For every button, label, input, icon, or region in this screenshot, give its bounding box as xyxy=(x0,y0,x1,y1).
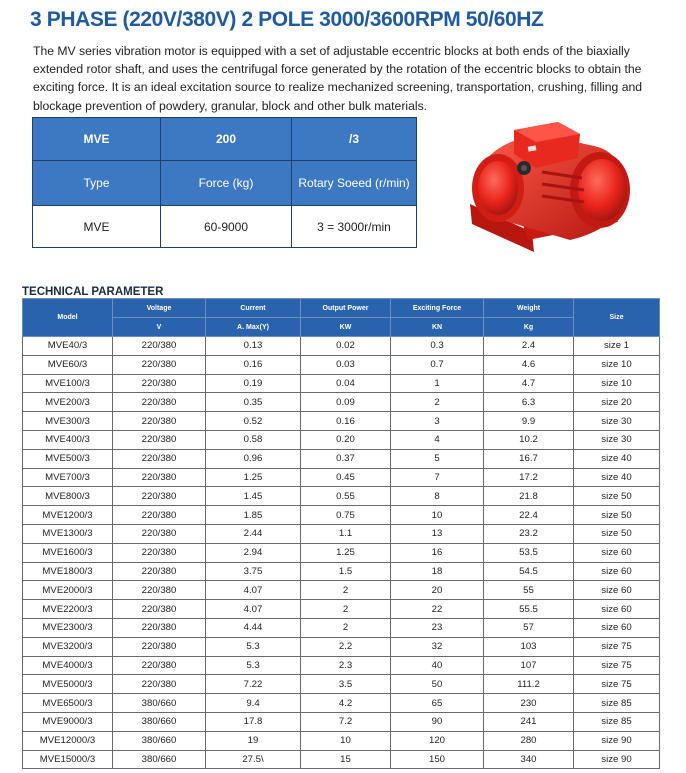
cell-output-power: 2.2 xyxy=(301,637,391,656)
model-code-cell: MVE xyxy=(33,118,161,161)
model-code-cell: Type xyxy=(33,161,161,206)
cell-voltage: 220/380 xyxy=(113,637,206,656)
cell-exciting-force: 4 xyxy=(391,430,484,449)
cell-current: 4.07 xyxy=(206,581,301,600)
cell-exciting-force: 120 xyxy=(391,731,484,750)
cell-current: 9.4 xyxy=(206,694,301,713)
model-code-cell: 200 xyxy=(161,118,292,161)
cell-size: size 60 xyxy=(574,581,660,600)
cell-output-power: 2.3 xyxy=(301,656,391,675)
cell-model: MVE2300/3 xyxy=(23,618,113,637)
cell-weight: 21.8 xyxy=(484,487,574,506)
column-header-output-power: Output Power xyxy=(301,299,391,318)
cell-model: MVE300/3 xyxy=(23,412,113,431)
cell-model: MVE1800/3 xyxy=(23,562,113,581)
cell-model: MVE2200/3 xyxy=(23,600,113,619)
section-title: TECHNICAL PARAMETER xyxy=(22,286,164,298)
cell-voltage: 380/660 xyxy=(113,712,206,731)
cell-exciting-force: 16 xyxy=(391,543,484,562)
table-row xyxy=(23,675,660,694)
cell-output-power: 15 xyxy=(301,750,391,769)
cell-voltage: 220/380 xyxy=(113,675,206,694)
cell-model: MVE6500/3 xyxy=(23,694,113,713)
cell-weight: 23.2 xyxy=(484,524,574,543)
table-row xyxy=(23,412,660,431)
cell-exciting-force: 8 xyxy=(391,487,484,506)
cell-model: MVE5000/3 xyxy=(23,675,113,694)
column-header-weight: Weight xyxy=(484,299,574,318)
cell-size: size 90 xyxy=(574,750,660,769)
cell-output-power: 1.5 xyxy=(301,562,391,581)
cell-exciting-force: 50 xyxy=(391,675,484,694)
cell-voltage: 220/380 xyxy=(113,374,206,393)
cell-weight: 6.3 xyxy=(484,393,574,412)
cell-weight: 111.2 xyxy=(484,675,574,694)
cell-voltage: 220/380 xyxy=(113,468,206,487)
cell-output-power: 0.75 xyxy=(301,506,391,525)
table-row xyxy=(23,618,660,637)
cell-exciting-force: 10 xyxy=(391,506,484,525)
table-row xyxy=(23,430,660,449)
cell-size: size 75 xyxy=(574,675,660,694)
cell-model: MVE1300/3 xyxy=(23,524,113,543)
cell-exciting-force: 5 xyxy=(391,449,484,468)
table-row xyxy=(23,600,660,619)
cell-weight: 241 xyxy=(484,712,574,731)
cell-current: 0.58 xyxy=(206,430,301,449)
cell-output-power: 0.02 xyxy=(301,337,391,356)
cell-output-power: 0.55 xyxy=(301,487,391,506)
cell-output-power: 2 xyxy=(301,600,391,619)
column-header-model: Model xyxy=(23,299,113,337)
cell-current: 5.3 xyxy=(206,656,301,675)
cell-model: MVE12000/3 xyxy=(23,731,113,750)
cell-size: size 60 xyxy=(574,618,660,637)
column-header-current: Current xyxy=(206,299,301,318)
cell-output-power: 2 xyxy=(301,618,391,637)
cell-exciting-force: 0.7 xyxy=(391,355,484,374)
cell-current: 4.07 xyxy=(206,600,301,619)
table-row xyxy=(23,637,660,656)
cell-output-power: 1.1 xyxy=(301,524,391,543)
cell-size: size 50 xyxy=(574,487,660,506)
cell-voltage: 220/380 xyxy=(113,393,206,412)
table-row xyxy=(23,543,660,562)
cell-weight: 16.7 xyxy=(484,449,574,468)
cell-model: MVE2000/3 xyxy=(23,581,113,600)
cell-voltage: 220/380 xyxy=(113,600,206,619)
cell-size: size 1 xyxy=(574,337,660,356)
cell-weight: 103 xyxy=(484,637,574,656)
cell-voltage: 220/380 xyxy=(113,524,206,543)
cell-exciting-force: 13 xyxy=(391,524,484,543)
unit-header-current: A. Max(Y) xyxy=(206,318,301,337)
page-title: 3 PHASE (220V/380V) 2 POLE 3000/3600RPM 50/60HZ xyxy=(30,8,544,31)
cell-size: size 10 xyxy=(574,374,660,393)
table-row xyxy=(23,581,660,600)
cell-weight: 9.9 xyxy=(484,412,574,431)
cell-weight: 4.6 xyxy=(484,355,574,374)
table-row xyxy=(23,562,660,581)
intro-paragraph: The MV series vibration motor is equipped with a set of adjustable eccentric blocks at both ends of the biaxially extended rotor shaft, and uses the centrifugal force generated by the rotation of the eccentric blocks to obtain the exciting force. It is an ideal excitation source to realize mechanized screening, transportation, crushing, filling and blockage prevention of powdery, granular, block and other bulk materials. xyxy=(33,44,643,113)
cell-exciting-force: 1 xyxy=(391,374,484,393)
cell-weight: 280 xyxy=(484,731,574,750)
table-header-row xyxy=(23,299,660,318)
cell-current: 27.5\ xyxy=(206,750,301,769)
cell-output-power: 0.09 xyxy=(301,393,391,412)
cell-current: 19 xyxy=(206,731,301,750)
cell-voltage: 220/380 xyxy=(113,355,206,374)
unit-header-voltage: V xyxy=(113,318,206,337)
cell-size: size 10 xyxy=(574,355,660,374)
cell-size: size 50 xyxy=(574,524,660,543)
cell-exciting-force: 90 xyxy=(391,712,484,731)
cell-output-power: 1.25 xyxy=(301,543,391,562)
cell-weight: 55 xyxy=(484,581,574,600)
cell-size: size 60 xyxy=(574,562,660,581)
cell-model: MVE800/3 xyxy=(23,487,113,506)
table-row xyxy=(23,374,660,393)
table-units-row xyxy=(23,318,660,337)
model-code-cell: Force (kg) xyxy=(161,161,292,206)
cell-model: MVE60/3 xyxy=(23,355,113,374)
table-row xyxy=(23,750,660,769)
table-row xyxy=(23,487,660,506)
unit-header-weight: Kg xyxy=(484,318,574,337)
cell-current: 0.35 xyxy=(206,393,301,412)
cell-exciting-force: 23 xyxy=(391,618,484,637)
cell-size: size 85 xyxy=(574,712,660,731)
cell-size: size 40 xyxy=(574,468,660,487)
cell-size: size 90 xyxy=(574,731,660,750)
model-code-cell: Rotary Soeed (r/min) xyxy=(292,161,417,206)
column-header-size: Size xyxy=(574,299,660,337)
model-code-cell: MVE xyxy=(33,206,161,248)
cell-size: size 75 xyxy=(574,656,660,675)
table-row xyxy=(23,468,660,487)
cell-voltage: 220/380 xyxy=(113,562,206,581)
cell-size: size 40 xyxy=(574,449,660,468)
cell-exciting-force: 20 xyxy=(391,581,484,600)
cell-exciting-force: 3 xyxy=(391,412,484,431)
model-code-table xyxy=(32,117,417,248)
table-row xyxy=(23,506,660,525)
cell-current: 1.25 xyxy=(206,468,301,487)
table-body xyxy=(23,337,660,769)
model-code-row xyxy=(33,161,417,206)
model-code-cell: /3 xyxy=(292,118,417,161)
cell-current: 0.52 xyxy=(206,412,301,431)
cell-current: 2.44 xyxy=(206,524,301,543)
cell-current: 1.45 xyxy=(206,487,301,506)
cell-weight: 17.2 xyxy=(484,468,574,487)
cell-weight: 2.4 xyxy=(484,337,574,356)
cell-current: 4.44 xyxy=(206,618,301,637)
cell-size: size 20 xyxy=(574,393,660,412)
cell-output-power: 0.37 xyxy=(301,449,391,468)
model-code-cell: 3 = 3000r/min xyxy=(292,206,417,248)
technical-parameter-table xyxy=(22,298,660,769)
cell-model: MVE400/3 xyxy=(23,430,113,449)
cell-output-power: 0.45 xyxy=(301,468,391,487)
cell-output-power: 0.03 xyxy=(301,355,391,374)
unit-header-exciting-force: KN xyxy=(391,318,484,337)
cell-exciting-force: 32 xyxy=(391,637,484,656)
cell-exciting-force: 40 xyxy=(391,656,484,675)
cell-current: 17.8 xyxy=(206,712,301,731)
cell-weight: 22.4 xyxy=(484,506,574,525)
cell-current: 0.96 xyxy=(206,449,301,468)
cell-current: 0.19 xyxy=(206,374,301,393)
cell-model: MVE40/3 xyxy=(23,337,113,356)
cell-voltage: 220/380 xyxy=(113,337,206,356)
cell-weight: 230 xyxy=(484,694,574,713)
cell-output-power: 3.5 xyxy=(301,675,391,694)
cell-voltage: 380/660 xyxy=(113,750,206,769)
cell-weight: 54.5 xyxy=(484,562,574,581)
cell-exciting-force: 150 xyxy=(391,750,484,769)
model-code-row xyxy=(33,206,417,248)
cell-size: size 75 xyxy=(574,637,660,656)
cell-exciting-force: 65 xyxy=(391,694,484,713)
cell-exciting-force: 7 xyxy=(391,468,484,487)
cell-exciting-force: 2 xyxy=(391,393,484,412)
cell-exciting-force: 18 xyxy=(391,562,484,581)
cell-voltage: 380/660 xyxy=(113,694,206,713)
cell-size: size 60 xyxy=(574,600,660,619)
model-code-row xyxy=(33,118,417,161)
cell-current: 3.75 xyxy=(206,562,301,581)
cell-size: size 60 xyxy=(574,543,660,562)
table-row xyxy=(23,712,660,731)
cell-voltage: 380/660 xyxy=(113,731,206,750)
cell-exciting-force: 22 xyxy=(391,600,484,619)
cell-model: MVE1600/3 xyxy=(23,543,113,562)
cell-current: 7.22 xyxy=(206,675,301,694)
cell-size: size 85 xyxy=(574,694,660,713)
cell-current: 0.16 xyxy=(206,355,301,374)
cell-model: MVE4000/3 xyxy=(23,656,113,675)
cell-output-power: 10 xyxy=(301,731,391,750)
table-row xyxy=(23,524,660,543)
cell-model: MVE700/3 xyxy=(23,468,113,487)
cell-weight: 107 xyxy=(484,656,574,675)
cell-weight: 10.2 xyxy=(484,430,574,449)
table-row xyxy=(23,731,660,750)
cell-output-power: 0.20 xyxy=(301,430,391,449)
cell-model: MVE200/3 xyxy=(23,393,113,412)
cell-current: 2.94 xyxy=(206,543,301,562)
table-row xyxy=(23,449,660,468)
cell-model: MVE9000/3 xyxy=(23,712,113,731)
column-header-voltage: Voltage xyxy=(113,299,206,318)
table-row xyxy=(23,393,660,412)
cell-current: 5.3 xyxy=(206,637,301,656)
cell-output-power: 2 xyxy=(301,581,391,600)
cell-weight: 55.5 xyxy=(484,600,574,619)
column-header-exciting-force: Exciting Force xyxy=(391,299,484,318)
vibration-motor-image xyxy=(462,112,642,262)
cell-model: MVE3200/3 xyxy=(23,637,113,656)
cell-voltage: 220/380 xyxy=(113,487,206,506)
model-code-cell: 60-9000 xyxy=(161,206,292,248)
table-row xyxy=(23,355,660,374)
cell-voltage: 220/380 xyxy=(113,581,206,600)
unit-header-output-power: KW xyxy=(301,318,391,337)
cell-voltage: 220/380 xyxy=(113,656,206,675)
cell-current: 0.13 xyxy=(206,337,301,356)
table-row xyxy=(23,337,660,356)
cell-weight: 57 xyxy=(484,618,574,637)
cell-output-power: 4.2 xyxy=(301,694,391,713)
cell-voltage: 220/380 xyxy=(113,449,206,468)
cell-model: MVE15000/3 xyxy=(23,750,113,769)
cell-size: size 30 xyxy=(574,430,660,449)
cell-voltage: 220/380 xyxy=(113,543,206,562)
table-row xyxy=(23,656,660,675)
cell-voltage: 220/380 xyxy=(113,412,206,431)
cell-weight: 340 xyxy=(484,750,574,769)
cell-weight: 4.7 xyxy=(484,374,574,393)
cell-output-power: 0.16 xyxy=(301,412,391,431)
cell-model: MVE100/3 xyxy=(23,374,113,393)
cell-output-power: 0.04 xyxy=(301,374,391,393)
cell-size: size 30 xyxy=(574,412,660,431)
table-row xyxy=(23,694,660,713)
cell-exciting-force: 0.3 xyxy=(391,337,484,356)
cell-size: size 50 xyxy=(574,506,660,525)
cell-model: MVE500/3 xyxy=(23,449,113,468)
cell-output-power: 7.2 xyxy=(301,712,391,731)
cell-voltage: 220/380 xyxy=(113,618,206,637)
cell-weight: 53.5 xyxy=(484,543,574,562)
cell-voltage: 220/380 xyxy=(113,506,206,525)
cell-model: MVE1200/3 xyxy=(23,506,113,525)
cell-current: 1.85 xyxy=(206,506,301,525)
cell-voltage: 220/380 xyxy=(113,430,206,449)
